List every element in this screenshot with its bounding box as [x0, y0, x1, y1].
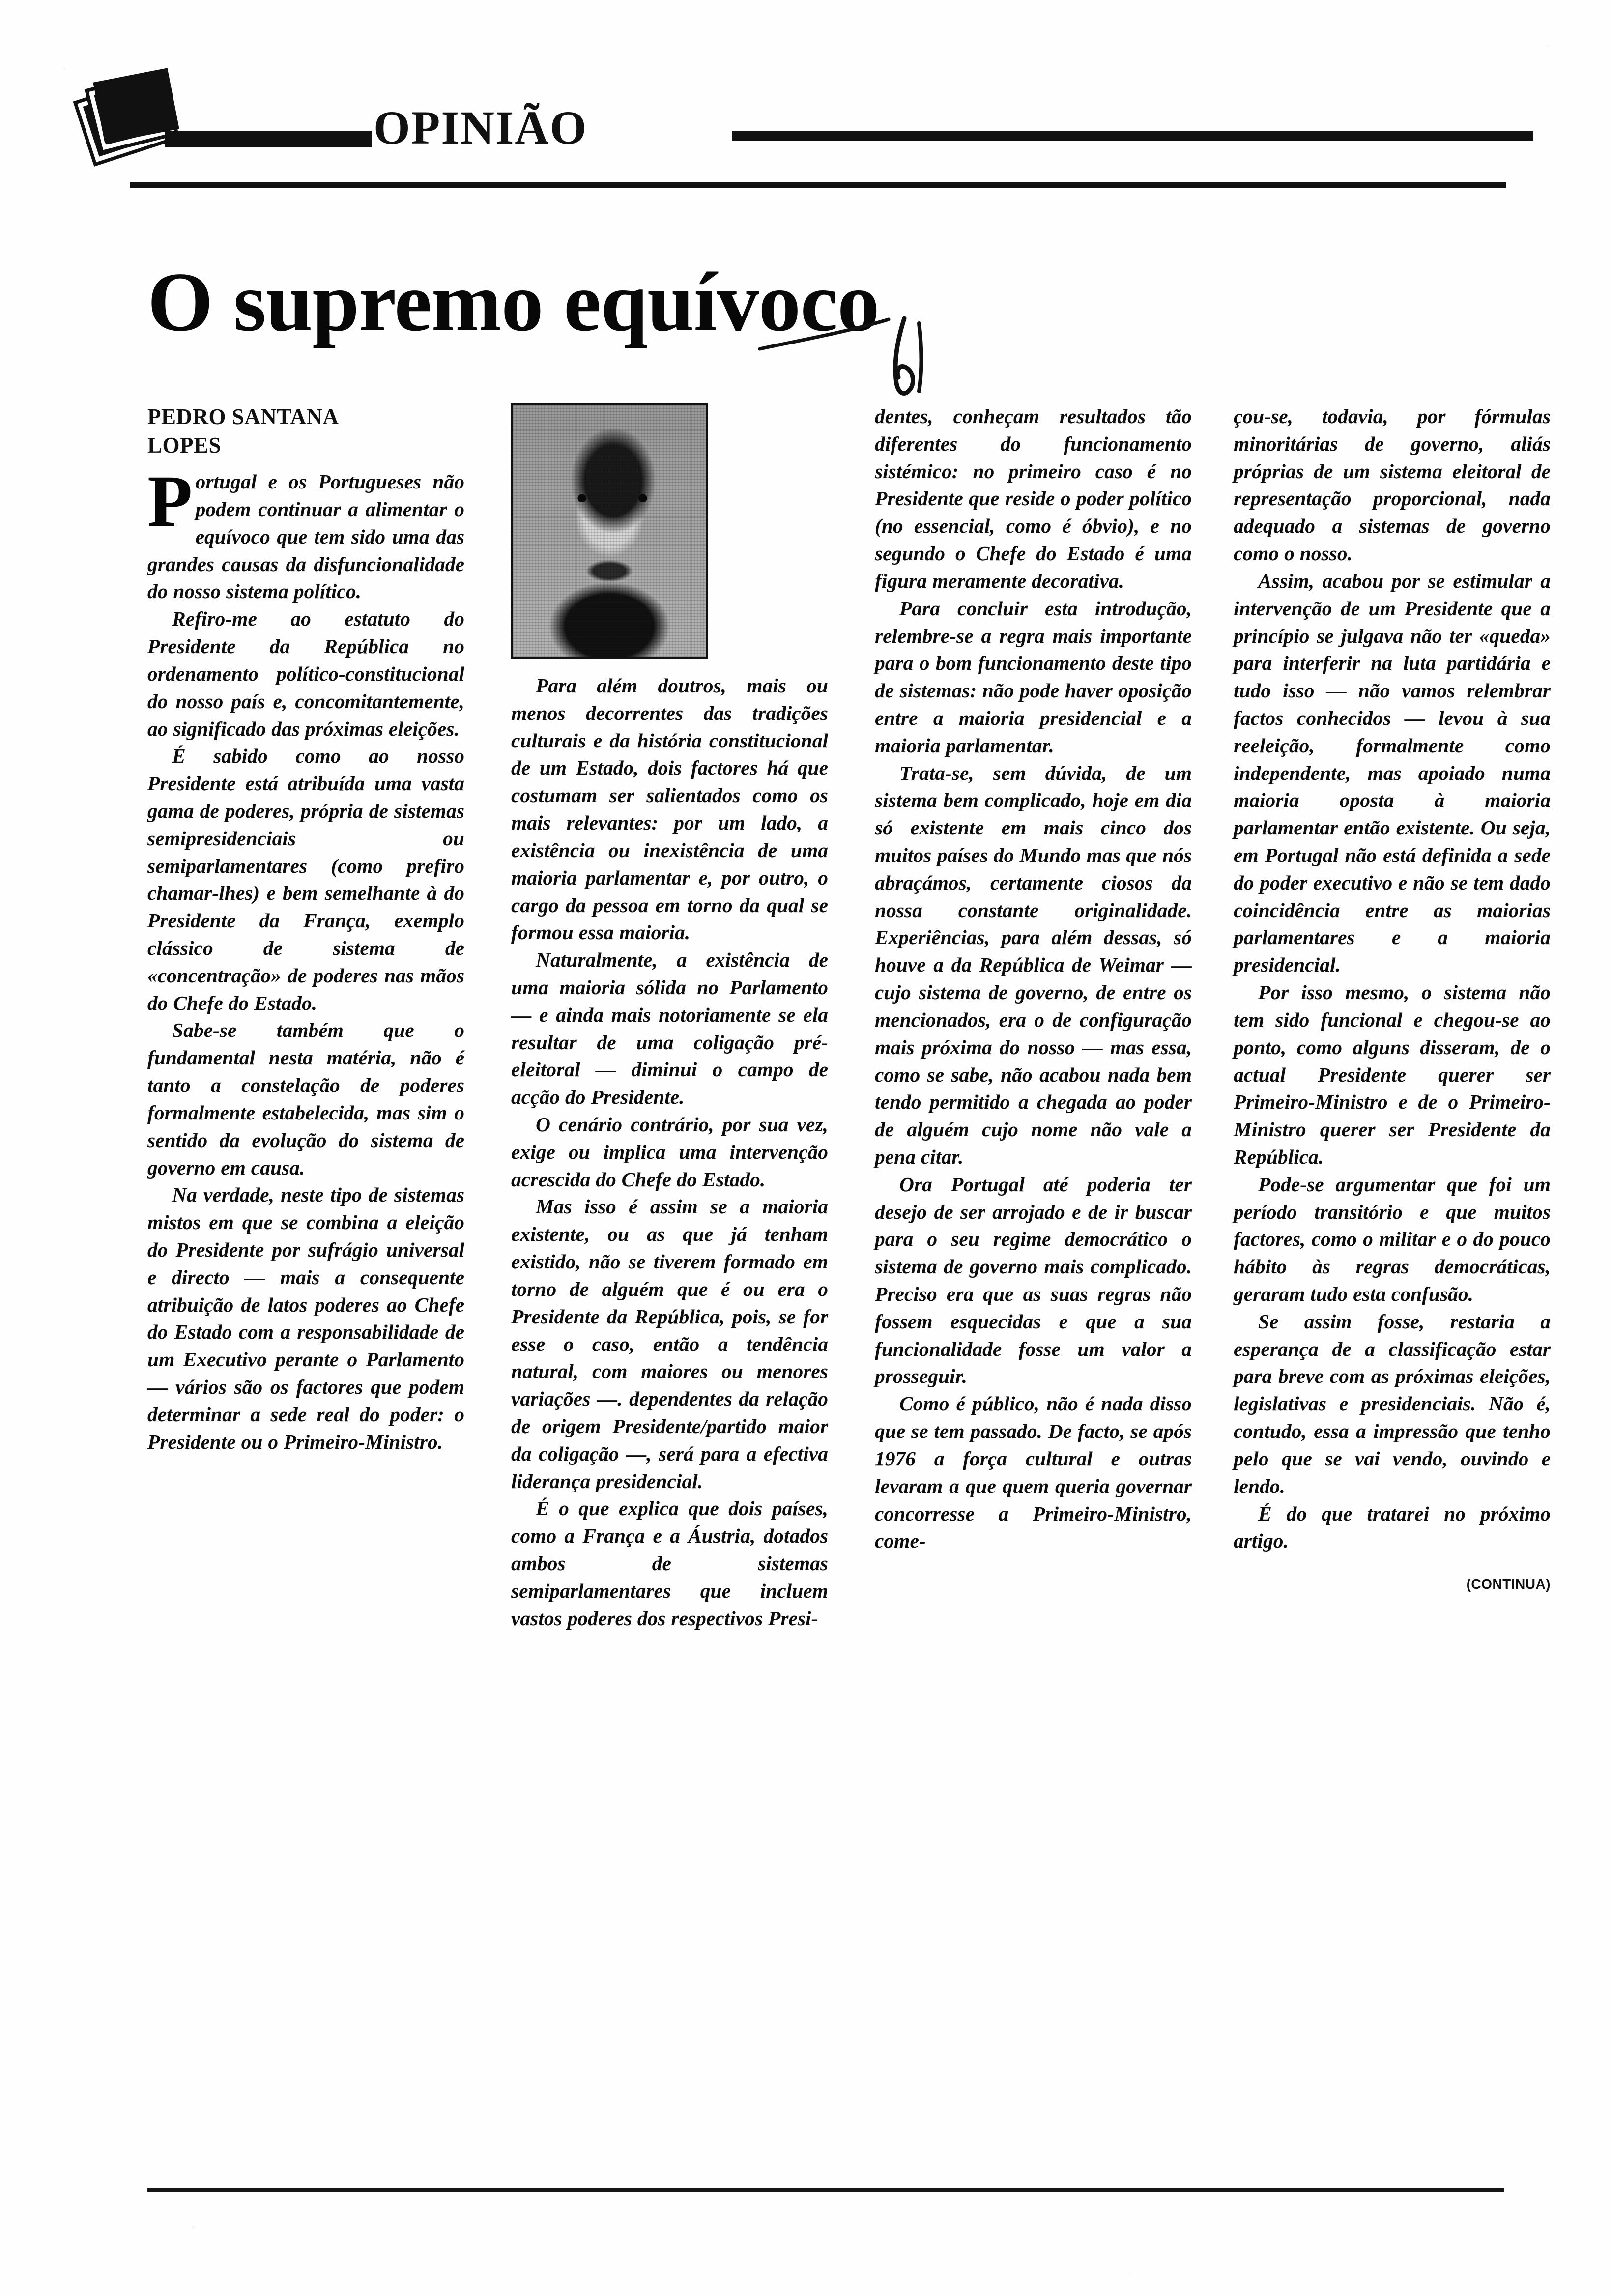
paragraph: É sabido como ao nosso Presidente está atribuída uma vasta gama de poderes, própria de sistemas semipresidenciais ou semiparlamentares (como prefiro chamar-lhes) e bem semelhante à do Presidente da França, exemplo clássico de sistema de «concentração» de poderes nas mãos do Chefe do Estado. — [147, 745, 464, 1014]
masthead-baseline-rule — [130, 182, 1506, 188]
byline — [147, 403, 464, 459]
paragraph: Para além doutros, mais ou menos decorrentes das tradições culturais e da história constitucional de um Estado, dois factores há que costumam ser salientados como os mais relevantes: por um lado, a existência ou inexistência de uma maioria parlamentar e, por outro, o cargo da pessoa em torno da qual se formou essa maioria. — [511, 674, 828, 944]
paragraph: Se assim fosse, restaria a esperança de a classificação estar para breve com as próximas eleições, legislativas e presidenciais. Não é, contudo, essa a impressão que tenho pelo que se vai vendo, ouvindo e lendo. — [1234, 1310, 1551, 1497]
column-1-body — [147, 460, 464, 1456]
paragraph: Naturalmente, a existência de uma maioria sólida no Parlamento — e ainda mais notoriamente se ela resultar de uma coligação pré-eleitoral — diminui o campo de acção do Presidente. — [511, 948, 828, 1109]
paragraph: Pode-se argumentar que foi um período transitório e que muitos factores, como o militar e o do pouco hábito às regras democráticas, geraram tudo esta confusão. — [1234, 1173, 1551, 1305]
newspaper-stack-icon — [79, 74, 172, 152]
paragraph: O cenário contrário, por sua vez, exige ou implica uma intervenção acrescida do Chefe do Estado. — [511, 1113, 828, 1191]
paragraph: É o que explica que dois países, como a França e a Áustria, dotados ambos de sistemas semiparlamentares que incluem vastos poderes dos respectivos Presi- — [511, 1497, 828, 1630]
masthead — [79, 74, 1533, 162]
masthead-rule-right — [732, 131, 1533, 141]
paragraph: Mas isso é assim se a maioria existente, ou as que já tenham existido, não se tiverem formado em torno de alguém que é ou era o Presidente da República, pois, se for esse o caso, então a tendência natural, com maiores ou menores variações —. dependentes da relação de origem Presidente/partido maior da coligação —, será para a efectiva liderança presidencial. — [511, 1195, 828, 1492]
paragraph: Trata-se, sem dúvida, de um sistema bem complicado, hoje em dia só existente em mais cinco dos muitos países do Mundo mas que nós abraçámos, certamente ciosos da nossa constante originalidade. Experiências, para além dessas, só houve a da República de Weimar — cujo sistema de governo, de entre os mencionados, era o de configuração mais próxima do nosso — mas essa, como se sabe, não acabou nada bem tendo permitido a chegada ao poder de alguém cujo nome não vale a pena citar. — [875, 761, 1192, 1168]
paragraph: Como é público, não é nada disso que se tem passado. De facto, se após 1976 a força cultural e outras levaram a que quem queria governar concorresse a Primeiro-Ministro, come- — [875, 1392, 1192, 1552]
paragraph: Assim, acabou por se estimular a intervenção de um Presidente que a princípio se julgava não ter «queda» para interferir na luta partidária e tudo isso — não vamos relembrar factos conhecidos — levou à sua reeleição, formalmente como independente, mas apoiado numa maioria oposta à maioria parlamentar então existente. Ou seja, em Portugal não está definida a sede do poder executivo e não se tem dado coincidência entre as maiorias parlamentares e a maioria presidencial. — [1234, 569, 1551, 976]
column-3 — [875, 403, 1192, 2182]
paragraph: çou-se, todavia, por fórmulas minoritárias de governo, aliás próprias de um sistema eleitoral de representação proporcional, nada adequado a sistemas de governo como o nosso. — [1234, 405, 1551, 565]
paragraph: Para concluir esta introdução, relembre-se a regra mais importante para o bom funcionamento deste tipo de sistemas: não pode haver oposição entre a maioria presidencial e a maioria parlamentar. — [875, 597, 1192, 757]
article-columns — [147, 403, 1551, 2182]
drop-cap: P — [147, 460, 193, 543]
paragraph: Sabe-se também que o fundamental nesta matéria, não é tanto a constelação de poderes formalmente estabelecida, mas sim o sentido da evolução do sistema de governo em causa. — [147, 1019, 464, 1179]
masthead-rule-left — [165, 131, 372, 147]
author-portrait-photo — [511, 403, 708, 659]
section-title: OPINIÃO — [374, 101, 588, 154]
paragraph: Refiro-me ao estatuto do Presidente da República no ordenamento político-constitucional do nosso país e, concomitantemente, ao significado das próximas eleições. — [147, 607, 464, 740]
paragraph: Na verdade, neste tipo de sistemas mistos em que se combina a eleição do Presidente por sufrágio universal e directo — mais a consequente atribuição de latos poderes ao Chefe do Estado com a responsabilidade de um Executivo perante o Parlamento — vários são os factores que podem determinar a sede real do poder: o Presidente ou o Primeiro-Ministro. — [147, 1183, 464, 1453]
byline-line-2: LOPES — [147, 432, 222, 458]
column-4-body — [1234, 403, 1551, 1555]
column-2-body — [511, 672, 828, 1632]
paragraph: Por isso mesmo, o sistema não tem sido funcional e chegou-se ao ponto, como alguns disseram, de o actual Presidente querer ser Primeiro-Ministro e de o Primeiro-Ministro querer ser Presidente da República. — [1234, 981, 1551, 1168]
paragraph: É do que tratarei no próximo artigo. — [1234, 1502, 1551, 1552]
paragraph: dentes, conheçam resultados tão diferentes do funcionamento sistémico: no primeiro caso é no Presidente que reside o poder político (no essencial, como é óbvio), e no segundo o Chefe do Estado é uma figura meramente decorativa. — [875, 405, 1192, 592]
byline-line-1: PEDRO SANTANA — [147, 404, 339, 429]
column-4 — [1234, 403, 1551, 2182]
paragraph: Ora Portugal até poderia ter desejo de ser arrojado e de ir buscar para o seu regime democrático o sistema de governo mais complicado. Preciso era que as suas regras não fossem esquecidas e que a sua funcionalidade fosse um valor a prosseguir. — [875, 1173, 1192, 1388]
continues-marker: (CONTINUA) — [1466, 1577, 1551, 1592]
page-bottom-rule — [147, 2188, 1504, 2192]
column-1 — [147, 403, 464, 2182]
column-3-body — [875, 403, 1192, 1555]
article-headline: O supremo equívoco — [147, 256, 879, 349]
paragraph: ortugal e os Portugueses não podem continuar a alimentar o equívoco que tem sido uma das grandes causas da disfuncionalidade do nosso sistema político. — [147, 470, 464, 603]
column-2 — [511, 403, 828, 2182]
